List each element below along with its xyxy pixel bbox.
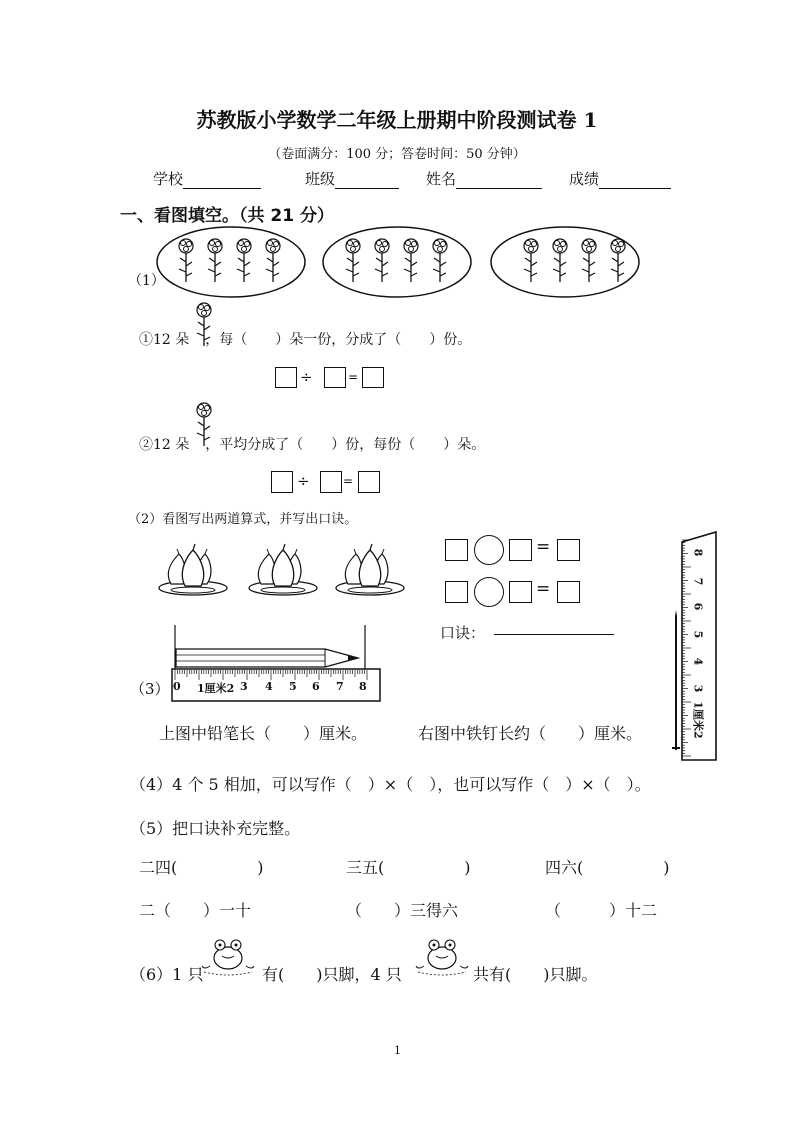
score-label: 成绩 [569,170,600,188]
q1-part2-text: ，平均分成了（ ）份，每份（ ）朵。 [205,437,486,453]
page-title: 苏教版小学数学二年级上册期中阶段测试卷 1 [196,108,598,132]
answer-box[interactable] [275,367,297,388]
answer-box[interactable] [445,581,468,603]
q1-label: （1） [128,273,165,289]
operator-circle[interactable] [474,535,504,565]
q3-text-pencil: 上图中铅笔长（ ）厘米。 [159,724,368,743]
equals-sign: = [536,537,551,557]
section-heading: 一、看图填空。（共 21 分） [120,206,334,226]
answer-box[interactable] [509,539,532,561]
q5-label: （5）把口诀补充完整。 [130,819,301,838]
q5-row2-item: 二（ ）一十 [139,901,252,920]
page-number: 1 [394,1044,401,1057]
q1-part1-prefix: ①12 朵 [139,332,190,348]
q5-row1-item: 三五( ) [346,858,471,877]
q1-part2-prefix: ②12 朵 [139,437,190,453]
answer-box[interactable] [509,581,532,603]
q5-row2-item: （ ）三得六 [346,901,459,920]
answer-box[interactable] [445,539,468,561]
page-subtitle: （卷面满分：100 分；答卷时间：50 分钟） [268,147,526,162]
answer-box[interactable] [557,581,580,603]
mnemonic-answer-line[interactable] [494,634,614,635]
equals-sign: = [343,474,354,488]
flower-groups-illustration [0,0,794,320]
q1-part1 [139,329,471,349]
nail-icon [672,610,680,750]
equals-sign: = [536,579,551,599]
frog-icon [200,936,256,976]
operator-circle[interactable] [474,577,504,607]
answer-box[interactable] [358,471,380,493]
class-label: 班级 [305,170,336,188]
q6-text-1: （6）1 只 [130,965,204,984]
q5-row1-item: 四六( ) [545,858,670,877]
q4-text: （4）4 个 5 相加，可以写作（ ）×（ ），也可以写作（ ）×（ ）。 [130,775,651,794]
divide-sign: ÷ [297,472,310,490]
mnemonic-label: 口诀： [440,624,486,642]
q6-text-3: 共有( )只脚。 [473,965,598,984]
school-label: 学校 [153,170,184,188]
answer-box[interactable] [320,471,342,493]
frog-icon [414,936,470,976]
q6-text-2: 有( )只脚，4 只 [262,965,402,984]
q5-row1-item: 二四( ) [139,858,264,877]
pencil-icon [176,649,358,667]
q1-part2 [139,434,485,454]
ruler-unit-label: 1厘米2 [197,682,235,695]
answer-box[interactable] [271,471,293,493]
pear-plates-illustration [155,540,415,610]
q2-label: （2）看图写出两道算式，并写出口诀。 [128,512,358,527]
divide-sign: ÷ [300,368,313,386]
q3-text-nail: 右图中铁钉长约（ ）厘米。 [418,724,643,743]
answer-box[interactable] [362,367,384,388]
answer-box[interactable] [324,367,346,388]
name-label: 姓名 [426,170,457,188]
q3-label: （3） [130,680,170,698]
q5-row2-item: （ ）十二 [545,901,658,920]
equals-sign: = [348,370,359,384]
q1-part1-text: ，每（ ）朵一份，分成了（ ）份。 [205,332,472,348]
answer-box[interactable] [557,539,580,561]
